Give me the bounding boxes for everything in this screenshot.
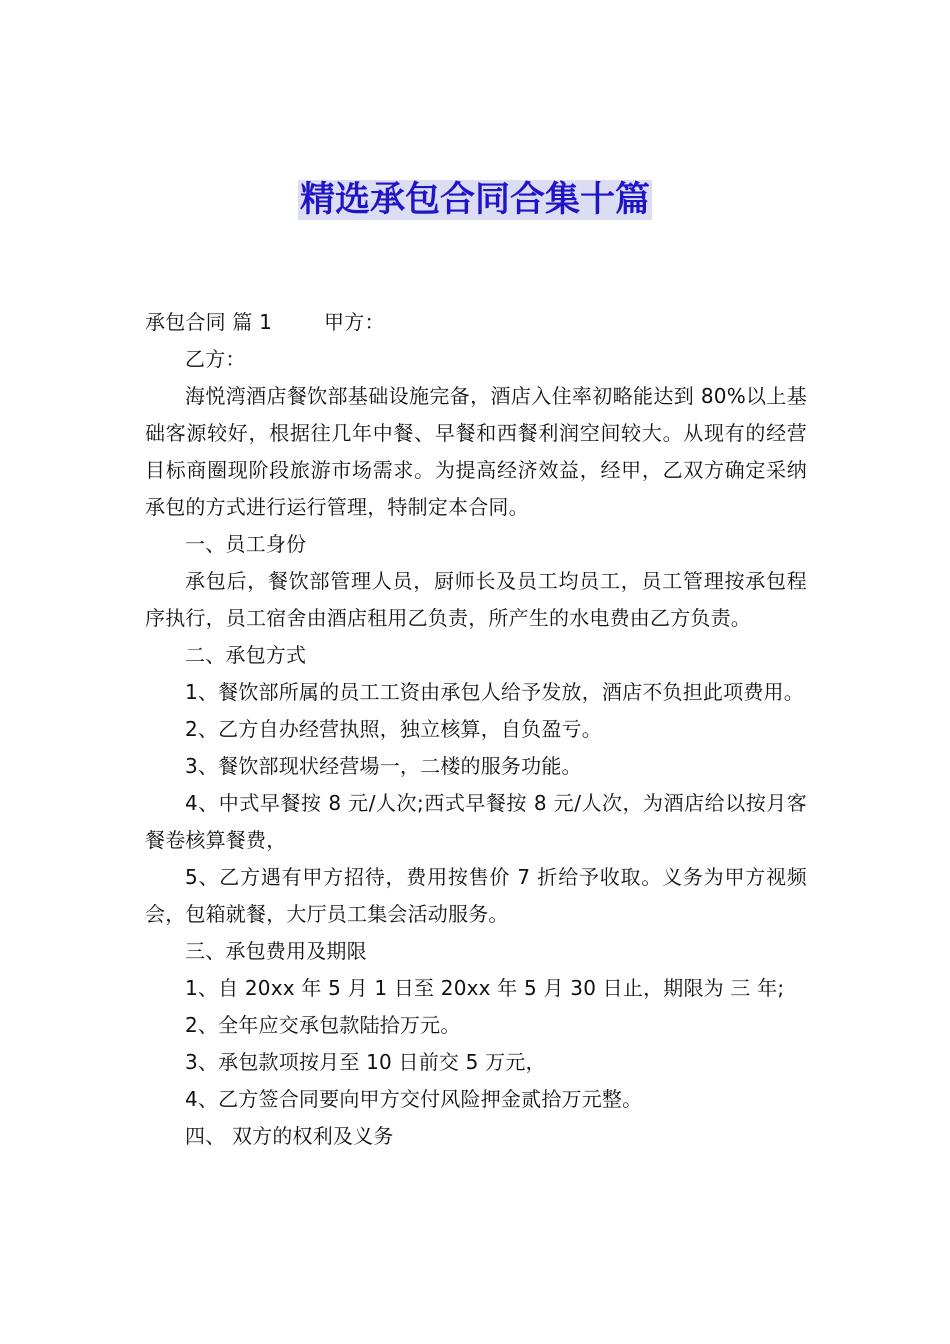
intro-paragraph: 海悦湾酒店餐饮部基础设施完备，酒店入住率初略能达到 80%以上基础客源较好，根据往几年中餐、早餐和西餐利润空间较大。从现有的经营目标商圈现阶段旅游市场需求。为提高经济效益，经甲，乙双方确定采纳承包的方式进行运行管理，特制定本合同。 (145, 384, 807, 519)
party-a-label: 甲方： (324, 310, 385, 334)
section-heading-1: 一、员工身份 (185, 532, 307, 556)
section-heading-2: 二、承包方式 (185, 643, 307, 667)
section-1-paragraph: 承包后，餐饮部管理人员，厨师长及员工均员工，员工管理按承包程序执行，员工宿舍由酒店租用乙负责，所产生的水电费由乙方负责。 (145, 569, 807, 630)
clause-3-4: 4、乙方签合同要向甲方交付风险押金贰拾万元整。 (185, 1087, 643, 1111)
section-heading-4: 四、 双方的权利及义务 (185, 1124, 394, 1148)
contract-heading: 承包合同 篇 1 (145, 310, 273, 334)
clause-2-1: 1、餐饮部所属的员工工资由承包人给予发放，酒店不负担此项费用。 (185, 680, 804, 704)
clause-2-4: 4、中式早餐按 8 元/人次;西式早餐按 8 元/人次，为酒店给以按月客餐卷核算餐费， (145, 791, 807, 852)
clause-2-3: 3、餐饮部现状经营場一，二楼的服务功能。 (185, 754, 582, 778)
clause-3-3: 3、承包款项按月至 10 日前交 5 万元， (185, 1050, 546, 1074)
clause-3-2: 2、全年应交承包款陆拾万元。 (185, 1013, 461, 1037)
party-b-label: 乙方： (185, 347, 246, 371)
document-title-text: 精选承包合同合集十篇 (299, 180, 650, 220)
clause-2-2: 2、乙方自办经营执照，独立核算，自负盈亏。 (185, 717, 602, 741)
clause-3-1: 1、自 20xx 年 5 月 1 日至 20xx 年 5 月 30 日止，期限为 三 年; (185, 976, 785, 1000)
contract-heading-line (145, 304, 807, 341)
document-body (145, 304, 807, 1155)
clause-2-5: 5、乙方遇有甲方招待，费用按售价 7 折给予收取。义务为甲方视频会，包箱就餐，大厅员工集会活动服务。 (145, 865, 807, 926)
section-heading-3: 三、承包费用及期限 (185, 939, 367, 963)
document-title (0, 176, 950, 224)
